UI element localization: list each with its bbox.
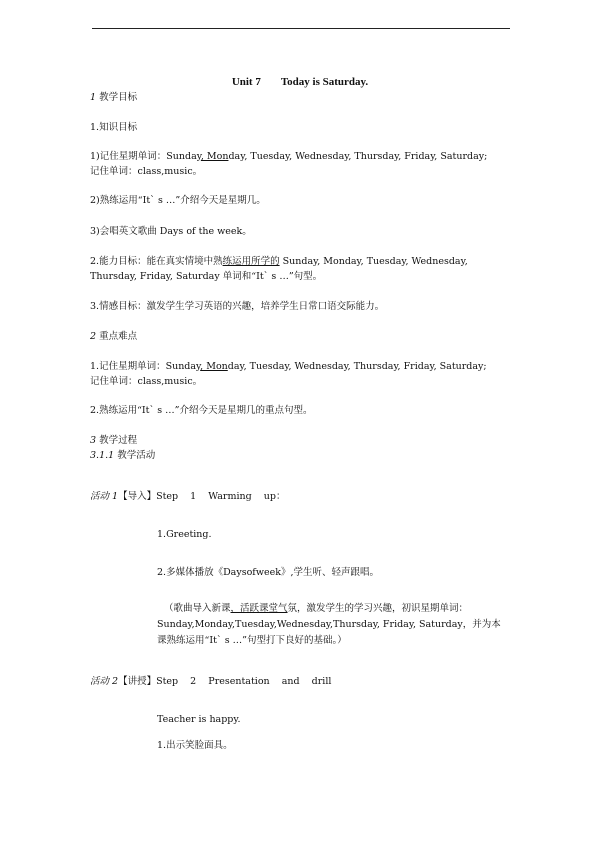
knowledge-goal-heading: 1.知识目标 (90, 122, 138, 133)
key-point-line-1a: 1.记住星期单词：Sunday, Monday, Tuesday, Wednesday, Thursday, Friday, Saturday; (90, 361, 487, 372)
activity-2-line-1: Teacher is happy. (157, 714, 241, 725)
activity-2-heading: 活动 2【讲授】Step 2 Presentation and drill (90, 676, 332, 687)
activity-1-heading: 活动 1【导入】Step 1 Warming up： (90, 491, 286, 502)
section-3-heading: 3 教学过程 (90, 435, 138, 446)
title-text: Today is Saturday. (280, 76, 369, 88)
key-point-line-1b: 记住单词：class,music。 (90, 376, 203, 387)
goal-line-1b: 记住单词：class,music。 (90, 166, 203, 177)
section-2-heading: 2 重点难点 (90, 331, 138, 342)
activity-1-step-2: 2.多媒体播放《Daysofweek》,学生听、轻声跟唱。 (157, 567, 379, 578)
activity-1-step-1: 1.Greeting. (157, 529, 212, 540)
activity-1-note-b: Sunday,Monday,Tuesday,Wednesday,Thursday, Friday, Saturday，并为本 (157, 619, 501, 630)
unit-label: Unit 7 (231, 76, 261, 88)
activity-2-line-2: 1.出示笑脸面具。 (157, 740, 233, 751)
key-point-line-2: 2.熟练运用“It` s …”介绍今天是星期几的重点句型。 (90, 405, 313, 416)
header-rule (92, 28, 510, 29)
section-3-1-heading: 3.1.1 教学活动 (90, 450, 156, 461)
document-title (0, 76, 600, 89)
emotion-goal-line: 3.情感目标：激发学生学习英语的兴趣，培养学生日常口语交际能力。 (90, 301, 385, 312)
activity-1-note-c: 课熟练运用“It` s …”句型打下良好的基础。） (157, 635, 347, 646)
section-1-heading: 1 教学目标 (90, 92, 138, 103)
ability-goal-line-a: 2.能力目标：能在真实情境中熟练运用所学的 Sunday, Monday, Tuesday, Wednesday, (90, 256, 468, 267)
goal-line-3: 3)会唱英文歌曲 Days of the week。 (90, 226, 252, 237)
activity-1-note-a: （歌曲导入新课，活跃课堂气氛，激发学生的学习兴趣，初识星期单词： (164, 603, 469, 614)
ability-goal-line-b: Thursday, Friday, Saturday 单词和“It` s …”句型。 (90, 271, 323, 282)
goal-line-1a: 1)记住星期单词：Sunday, Monday, Tuesday, Wednesday, Thursday, Friday, Saturday; (90, 151, 488, 162)
goal-line-2: 2)熟练运用“It` s …”介绍今天是星期几。 (90, 195, 266, 206)
